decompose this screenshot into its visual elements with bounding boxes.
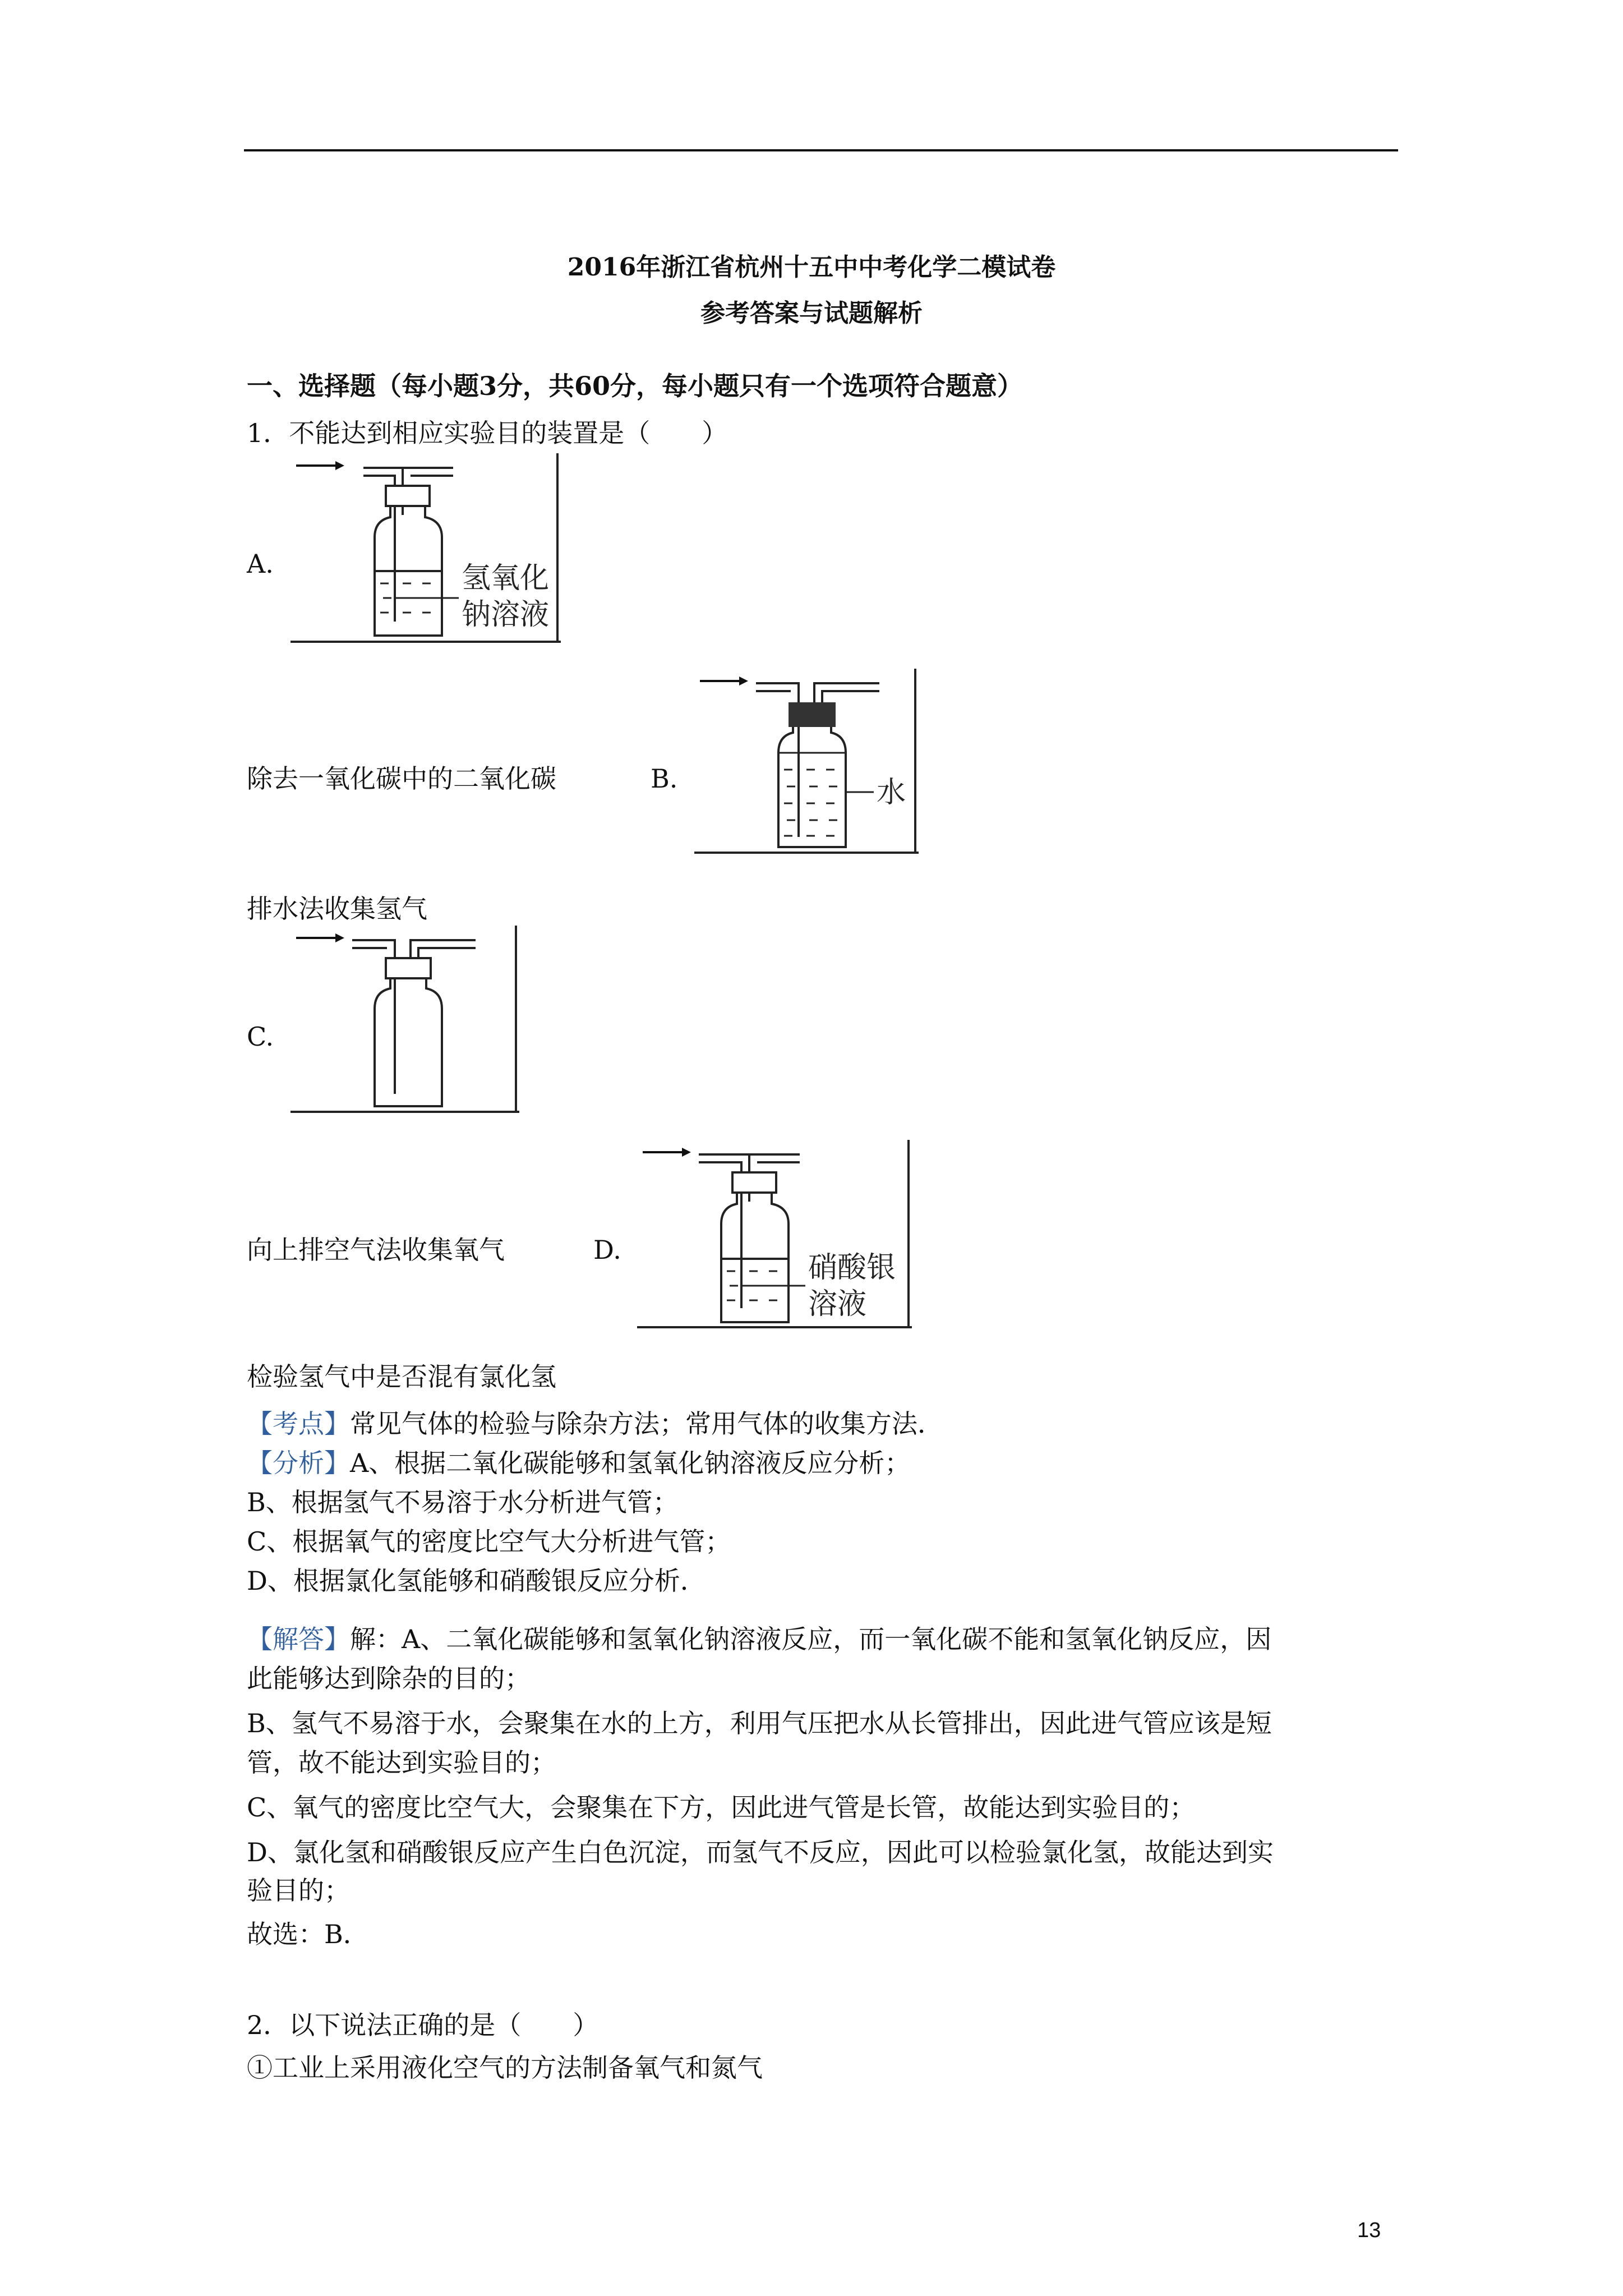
q1-stem: 1．不能达到相应实验目的装置是（ ） [247, 418, 728, 448]
jieda-line-2: B、氢气不易溶于水，会聚集在水的上方，利用气压把水从长管排出，因此进气管应该是短 [247, 1708, 1272, 1738]
jieda-line [247, 1622, 1271, 1656]
reagent-label-a1: 氢氧化 [462, 562, 550, 595]
apparatus-a-figure [291, 453, 561, 644]
header-rule [244, 149, 1398, 151]
reagent-label-b: 水 [877, 776, 906, 809]
reagent-label-d1: 硝酸银 [808, 1251, 896, 1285]
option-c-letter: C. [247, 1022, 274, 1052]
option-c-description: 向上排空气法收集氧气 [247, 1235, 505, 1265]
page-number: 13 [1357, 2219, 1381, 2242]
option-b-letter: B. [651, 763, 678, 794]
reagent-label-d2: 溶液 [808, 1287, 867, 1321]
fenxi-line [247, 1446, 910, 1480]
apparatus-d-figure [637, 1140, 912, 1329]
option-a-letter: A. [247, 549, 274, 579]
jieda-line-4: C、氧气的密度比空气大，会聚集在下方，因此进气管是长管，故能达到实验目的； [247, 1792, 1196, 1823]
fenxi-text: A、根据二氧化碳能够和氢氧化钠溶液反应分析； [350, 1448, 911, 1478]
q2-stem: 2．以下说法正确的是（ ） [247, 2010, 599, 2040]
jieda-tag: 【解答】 [247, 1624, 350, 1654]
reagent-label-a2: 钠溶液 [462, 598, 550, 632]
page-title: 2016年浙江省杭州十五中中考化学二模试卷 [567, 253, 1056, 282]
jieda-line-1: 此能够达到除杂的目的； [247, 1663, 531, 1694]
jieda-line-3: 管，故不能达到实验目的； [247, 1747, 556, 1778]
jieda-line-5: D、氯化氢和硝酸银反应产生白色沉淀，而氢气不反应，因此可以检验氯化氢，故能达到实 [247, 1837, 1274, 1867]
kaodian-text: 常见气体的检验与除杂方法；常用气体的收集方法． [350, 1409, 943, 1439]
option-d-letter: D. [593, 1235, 621, 1265]
jieda-answer: 故选：B． [247, 1919, 369, 1949]
fenxi-tag: 【分析】 [247, 1448, 350, 1478]
jieda-line-6: 验目的； [247, 1875, 350, 1906]
option-d-description: 检验氢气中是否混有氯化氢 [247, 1361, 556, 1392]
q2-item-1: ①工业上采用液化空气的方法制备氧气和氮气 [247, 2053, 763, 2083]
page-subtitle: 参考答案与试题解析 [700, 299, 923, 328]
kaodian-tag: 【考点】 [247, 1409, 350, 1439]
fenxi-line-b: B、根据氢气不易溶于水分析进气管； [247, 1487, 679, 1517]
section-heading: 一、选择题（每小题3分，共60分，每小题只有一个选项符合题意） [247, 371, 1023, 401]
kaodian-line [247, 1407, 943, 1441]
jieda-text: 解：A、二氧化碳能够和氢氧化钠溶液反应，而一氧化碳不能和氢氧化钠反应，因 [350, 1624, 1272, 1654]
apparatus-b-figure [694, 669, 919, 855]
fenxi-line-d: D、根据氯化氢能够和硝酸银反应分析． [247, 1566, 706, 1596]
fenxi-line-c: C、根据氧气的密度比空气大分析进气管； [247, 1526, 731, 1557]
option-b-description: 排水法收集氢气 [247, 894, 427, 924]
apparatus-c-figure [291, 926, 519, 1114]
option-a-description: 除去一氧化碳中的二氧化碳 [247, 763, 556, 794]
